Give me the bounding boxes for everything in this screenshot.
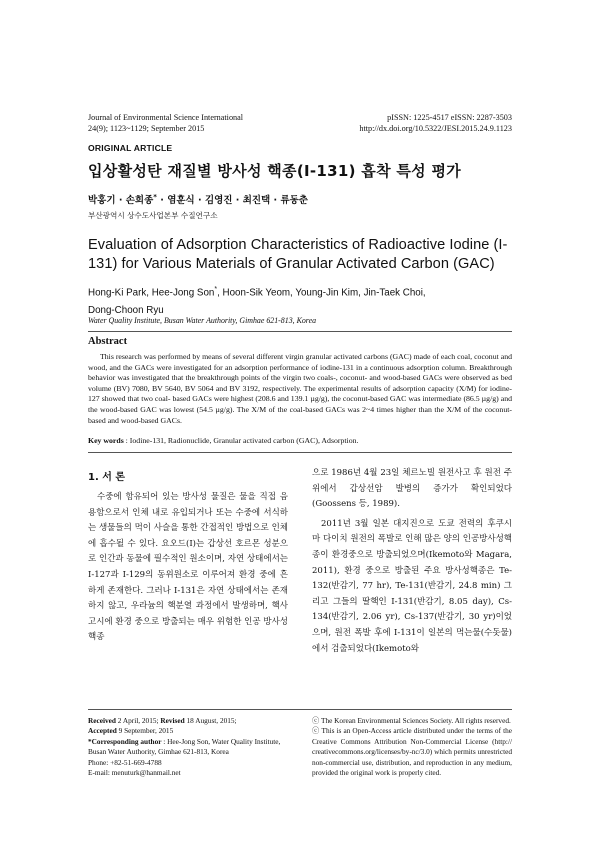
history-line <box>88 716 293 726</box>
body-column-right <box>312 466 512 657</box>
revised-label: Revised <box>160 716 185 725</box>
corresponding-text: : Hee-Jong Son, Water Quality Institute, Busan Water Authority, Gimhae 621-813, Korea <box>88 736 281 757</box>
english-authors-a: Hong-Ki Park, Hee-Jong Son <box>88 287 215 299</box>
revised-date: 18 August, 2015; <box>184 716 237 725</box>
english-author-mark: * <box>214 286 218 293</box>
accepted-date: 9 September, 2015 <box>116 726 174 736</box>
accepted-label: Accepted <box>88 726 117 736</box>
english-title: Evaluation of Adsorption Characteristics of Radioactive Iodine (I-131) for Various Materials of Granular Activated Carbon (GAC) <box>88 237 508 272</box>
footnote-divider <box>88 709 512 710</box>
abstract-heading: Abstract <box>88 336 128 347</box>
corresponding-author <box>88 737 293 758</box>
phone-line: Phone: +82-51-669-4788 <box>88 757 162 767</box>
article-history-footnote <box>88 716 293 778</box>
section-heading-intro: 1. 서 론 <box>88 472 126 483</box>
english-authors-c: Dong-Choon Ryu <box>88 305 164 317</box>
doi-link[interactable]: http://dx.doi.org/10.5322/JESI.2015.24.9.1123 <box>359 124 512 133</box>
copyright-line-2: ⓒ This is an Open-Access article distributed under the terms of the Creative Commons Attribution Non-Commercial License (http:// creativecommons.org/licenses/by-nc/3.0) which permits unrestricted non-commercial use, distribution, and reproduction in any medium, provided the original work is properly cited. <box>312 726 512 778</box>
accepted-line <box>88 726 293 736</box>
keywords <box>88 436 512 445</box>
copyright-line-1: ⓒ The Korean Environmental Sciences Society. All rights reserved. <box>312 716 511 725</box>
journal-volume: 24(9); 1123~1129; September 2015 <box>88 124 205 133</box>
intro-paragraph-1: 수중에 함유되어 있는 방사성 물질은 물을 직접 음용함으로서 인체 내로 유입되거나 또는 수중에 서식하는 생물들의 먹이 사슬을 통한 간접적인 방법으로 인체에 흡수될 수 있다. 요오드(I)는 갑상선 호르몬 성분으로 인간과 동물에 필수적인 원소이며, 자연 상태에서는 I-127과 I-129의 동위원소로 이루어져 환경 중에 흔하게 존재한다. 그러나 I-131은 자연 상태에서는 존재하지 않고, 우라늄의 핵분열 과정에서 발생하며, 핵사고시에 환경 중으로 방출되는 매우 위험한 인공 방사성핵종 <box>88 492 288 643</box>
issn-header <box>359 112 512 134</box>
issn-line: pISSN: 1225-4517 eISSN: 2287-3503 <box>387 113 512 122</box>
corresponding-label: *Corresponding author <box>88 736 162 746</box>
english-authors <box>88 281 518 320</box>
english-affiliation: Water Quality Institute, Busan Water Authority, Gimhae 621-813, Korea <box>88 316 317 325</box>
keywords-label: Key words <box>88 436 124 445</box>
divider-top <box>88 331 512 332</box>
body-column-left <box>88 490 288 646</box>
korean-author-mark: * <box>153 192 157 201</box>
korean-affiliation: 부산광역시 상수도사업본부 수질연구소 <box>88 211 218 220</box>
korean-authors-first: 박홍기 · 손희종 <box>88 195 154 206</box>
copyright-notice <box>312 716 512 778</box>
article-type-label: ORIGINAL ARTICLE <box>88 143 173 153</box>
english-authors-b: , Hoon-Sik Yeom, Young-Jin Kim, Jin-Taek Choi, <box>217 287 426 299</box>
email-line: E-mail: menuturk@hanmail.net <box>88 768 181 778</box>
korean-title: 입상활성탄 재질별 방사성 핵종(I-131) 흡착 특성 평가 <box>88 162 462 180</box>
received-date: 2 April, 2015; <box>115 716 161 725</box>
journal-name: Journal of Environmental Science International <box>88 113 244 122</box>
keywords-list: : Iodine-131, Radionuclide, Granular activated carbon (GAC), Adsorption. <box>123 436 359 445</box>
abstract-body: This research was performed by means of several different virgin granular activated carbons (GAC) made of each coal, coconut and wood, and the GACs were investigated for an adsorption performance of iodine-131 in a continuous adsorption column. Breakthrough behavior was investigated that the breakthrough points of the virgin two coals-, coconut- and wood-based GACs were observed as bed volume (BV) 7080, BV 5640, BV 5064 and BV 3192, respectively. The experimental results of adsorption capacity (X/M) for iodine-127 showed that two coal- based GACs were highest (208.6 and 139.1 µg/g), the coconut-based GAC was intermediate (86.5 µg/g) and the wood-based GAC was lowest (54.5 µg/g). The X/M of the coal-based GACs was 2~4 times higher than the X/M of the coconut-based and wood-based GACs. <box>88 352 512 425</box>
divider-bottom <box>88 452 512 453</box>
received-label: Received <box>88 716 116 725</box>
intro-paragraph-1-cont: 으로 1986년 4월 23일 체르노빌 원전사고 후 원전 주위에서 갑상선암 발병의 증가가 확인되었다(Goossens 등, 1989). <box>312 468 512 510</box>
intro-paragraph-2: 2011년 3월 일본 대지진으로 도쿄 전력의 후쿠시마 다이치 원전의 폭발로 인해 많은 양의 인공방사성핵종이 환경중으로 방출되었으며(Ikemoto와 Magara, 2011), 환경 중으로 방출된 주요 방사성핵종은 Te-132(반감기, 77 hr), Te-131(반감기, 24.8 min) 그리고 그들의 딸핵인 I-131(반감기, 8.05 day), Cs-134(반감기, 2.06 yr), Cs-137(반감기, 30 yr)이었으며, 원전 폭발 후에 I-131이 일본의 먹는물(수돗물)에서 검출되었다(Ikemoto와 <box>312 518 512 654</box>
korean-authors-rest: · 염훈식 · 김영진 · 최진택 · 류동춘 <box>156 195 308 206</box>
korean-authors <box>88 192 308 206</box>
journal-header <box>88 112 243 134</box>
